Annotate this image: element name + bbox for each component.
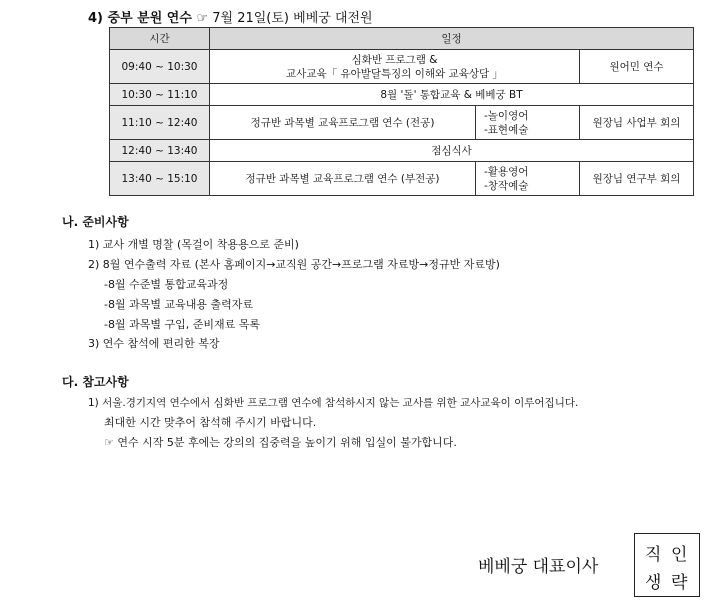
prep-section-title: 나. 준비사항 <box>62 215 129 229</box>
prep-item: 1) 교사 개별 명찰 (목걸이 착용용으로 준비) <box>88 238 299 251</box>
note-cell: 원어민 연수 <box>580 50 694 84</box>
ref-notice: ☞ 연수 시작 5분 후에는 강의의 집중력을 높이기 위해 입실이 불가합니다. <box>104 436 457 449</box>
table-row <box>110 106 694 140</box>
time-cell: 13:40 ~ 15:10 <box>110 162 210 196</box>
signature-org: 베베궁 대표이사 <box>478 557 599 577</box>
subject-line: -표현예술 <box>484 123 529 136</box>
stamp-char: 생 <box>645 573 662 593</box>
section-heading <box>88 7 373 26</box>
subject-line: -활용영어 <box>484 165 529 178</box>
ref-item: 1) 서울.경기지역 연수에서 심화반 프로그램 연수에 참석하시지 않는 교사를 위한 교사교육이 이루어집니다. <box>88 397 579 409</box>
program-line: 심화반 프로그램 & <box>351 53 438 66</box>
subject-line: -놀이영어 <box>484 109 529 122</box>
table-row <box>110 50 694 84</box>
table-header-row <box>110 28 694 50</box>
program-line: 교사교육「 유아발달특징의 이해와 교육상담 」 <box>286 67 503 80</box>
prep-item: 2) 8월 연수출력 자료 (본사 홈페이지→교직원 공간→프로그램 자료방→정규반 자료방) <box>88 258 500 271</box>
stamp-char: 략 <box>671 573 688 593</box>
prep-subitem: -8월 과목별 구입, 준비재료 목록 <box>104 318 260 331</box>
heading-date-location: ☞ 7월 21일(토) 베베궁 대전원 <box>196 11 373 26</box>
schedule-table <box>109 27 694 196</box>
prep-subitem: -8월 과목별 교육내용 출력자료 <box>104 298 253 311</box>
ref-section-title: 다. 참고사항 <box>62 375 129 389</box>
header-schedule: 일정 <box>210 28 694 50</box>
program-cell <box>210 50 580 84</box>
program-cell: 정규반 과목별 교육프로그램 연수 (전공) <box>210 106 476 140</box>
table-row <box>110 84 694 106</box>
subject-line: -창작예술 <box>484 179 529 192</box>
subject-cell <box>476 106 580 140</box>
prep-subitem: -8월 수준별 통합교육과정 <box>104 278 229 291</box>
time-cell: 10:30 ~ 11:10 <box>110 84 210 106</box>
table-row <box>110 162 694 196</box>
program-cell: 점심식사 <box>210 140 694 162</box>
program-cell: 정규반 과목별 교육프로그램 연수 (부전공) <box>210 162 476 196</box>
time-cell: 12:40 ~ 13:40 <box>110 140 210 162</box>
time-cell: 11:10 ~ 12:40 <box>110 106 210 140</box>
note-cell: 원장님 연구부 회의 <box>580 162 694 196</box>
stamp-char: 인 <box>671 545 688 565</box>
note-cell: 원장님 사업부 회의 <box>580 106 694 140</box>
prep-item: 3) 연수 참석에 편리한 복장 <box>88 337 220 350</box>
stamp-char: 직 <box>645 545 662 565</box>
table-row <box>110 140 694 162</box>
seal-omitted-box <box>634 533 700 597</box>
subject-cell <box>476 162 580 196</box>
header-time: 시간 <box>110 28 210 50</box>
program-cell: 8월 '돌' 통합교육 & 베베궁 BT <box>210 84 694 106</box>
ref-item-cont: 최대한 시간 맞추어 참석해 주시기 바랍니다. <box>104 416 317 429</box>
time-cell: 09:40 ~ 10:30 <box>110 50 210 84</box>
heading-title: 4) 중부 분원 연수 <box>88 11 192 26</box>
